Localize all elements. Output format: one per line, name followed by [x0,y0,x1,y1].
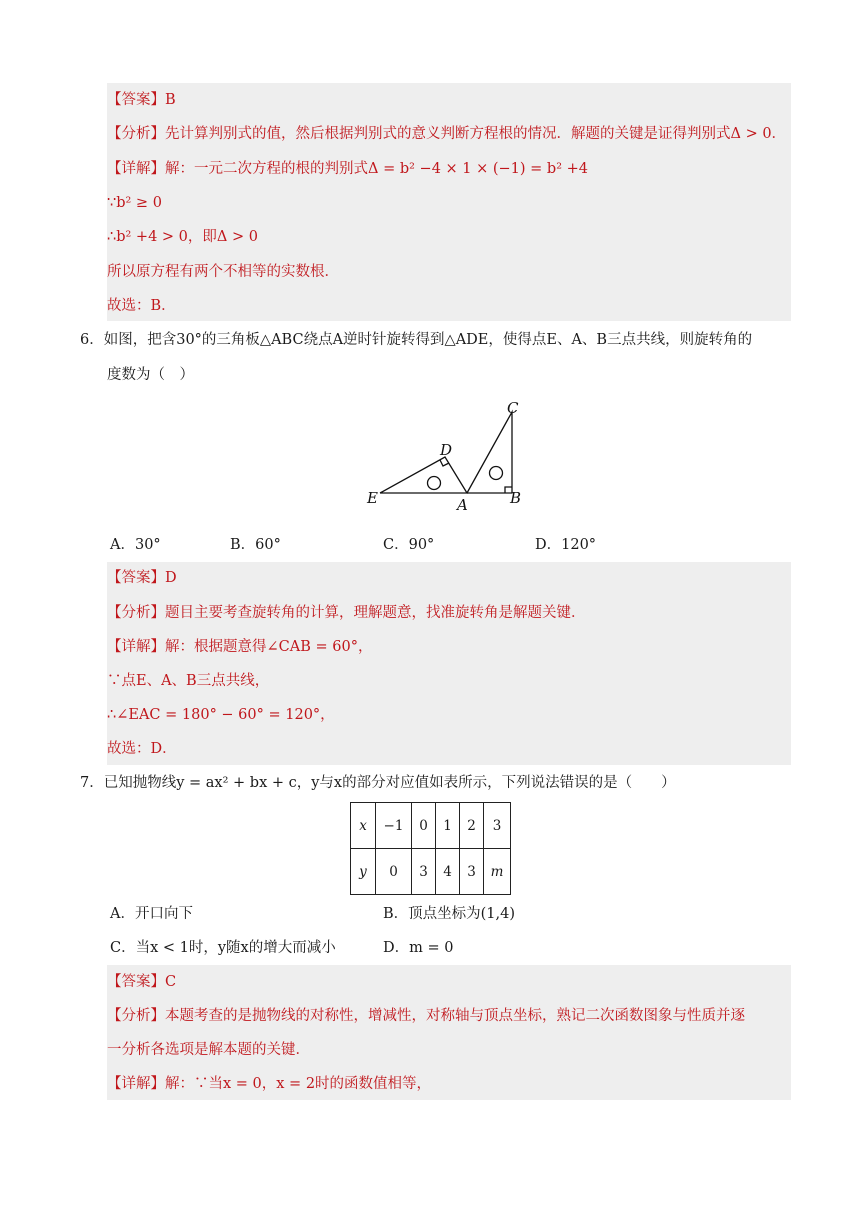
table-cell: 3 [460,849,484,895]
q5-answer: 【答案】B [107,92,176,108]
q5-analysis: 【分析】先计算判别式的值，然后根据判别式的意义判断方程根的情况．解题的关键是证得判别式Δ > 0． [107,126,787,142]
q7-value-table [350,802,511,895]
q5-detail: 【详解】解：一元二次方程的根的判别式Δ = b² −4 × 1 × (−1) = b² +4 [107,161,589,177]
table-cell: y [351,849,376,895]
q7-detail: 【详解】解：∵当x = 0，x = 2时的函数值相等， [107,1076,432,1092]
q5-solution-block [107,83,791,321]
q6-rotation-figure [360,395,535,515]
q6-label-C: C [507,399,519,417]
table-cell: 0 [376,849,412,895]
table-row [351,803,511,849]
q6-solution-block [107,562,791,765]
table-cell: 0 [412,803,436,849]
table-cell: −1 [376,803,412,849]
table-cell: m [484,849,511,895]
q5-step1: ∵b² ≥ 0 [107,195,162,211]
table-cell: 4 [436,849,460,895]
q7-analysis-line1: 【分析】本题考查的是抛物线的对称性，增减性，对称轴与顶点坐标，熟记二次函数图象与性质并逐 [107,1008,745,1024]
table-cell: 3 [412,849,436,895]
q6-step1: ∵点E、A、B三点共线， [107,673,270,689]
table-cell: 1 [436,803,460,849]
q6-answer: 【答案】D [107,570,177,586]
q6-analysis: 【分析】题目主要考查旋转角的计算，理解题意，找准旋转角是解题关键． [107,605,586,621]
q5-choose: 故选：B． [107,298,176,314]
q6-stem-line1: 6．如图，把含30°的三角板△ABC绕点A逆时针旋转得到△ADE，使得点E、A、B三点共线，则旋转角的 [80,332,753,348]
table-row [351,849,511,895]
q6-detail: 【详解】解：根据题意得∠CAB = 60°， [107,639,373,655]
q5-step3: 所以原方程有两个不相等的实数根． [107,264,339,280]
q6-option-c: C．90° [383,537,435,553]
q7-analysis-line2: 一分析各选项是解本题的关键． [107,1042,310,1058]
q7-answer: 【答案】C [107,974,177,990]
q7-option-a: A．开口向下 [110,906,193,922]
q6-option-a: A．30° [110,537,161,553]
q6-label-D: D [440,441,453,459]
q7-option-b: B．顶点坐标为(1,4) [383,906,516,922]
q5-step2: ∴b² +4 > 0，即Δ > 0 [107,229,258,245]
q6-label-A: A [457,496,468,514]
q6-label-E: E [367,489,378,507]
q7-solution-block [107,965,791,1100]
q6-option-d: D．120° [535,537,597,553]
q7-stem: 7．已知抛物线y = ax² + bx + c，y与x的部分对应值如表所示，下列说法错误的是（ ） [80,775,676,791]
q7-option-d: D．m = 0 [383,940,454,956]
q6-stem-line2: 度数为（ ） [107,367,194,383]
q6-choose: 故选：D． [107,741,177,757]
table-cell: 2 [460,803,484,849]
q6-step2: ∴∠EAC = 180° − 60° = 120°， [107,707,335,723]
q7-option-c: C．当x < 1时，y随x的增大而减小 [110,940,336,956]
table-cell: 3 [484,803,511,849]
q6-option-b: B．60° [230,537,281,553]
table-cell: x [351,803,376,849]
q6-label-B: B [510,489,522,507]
